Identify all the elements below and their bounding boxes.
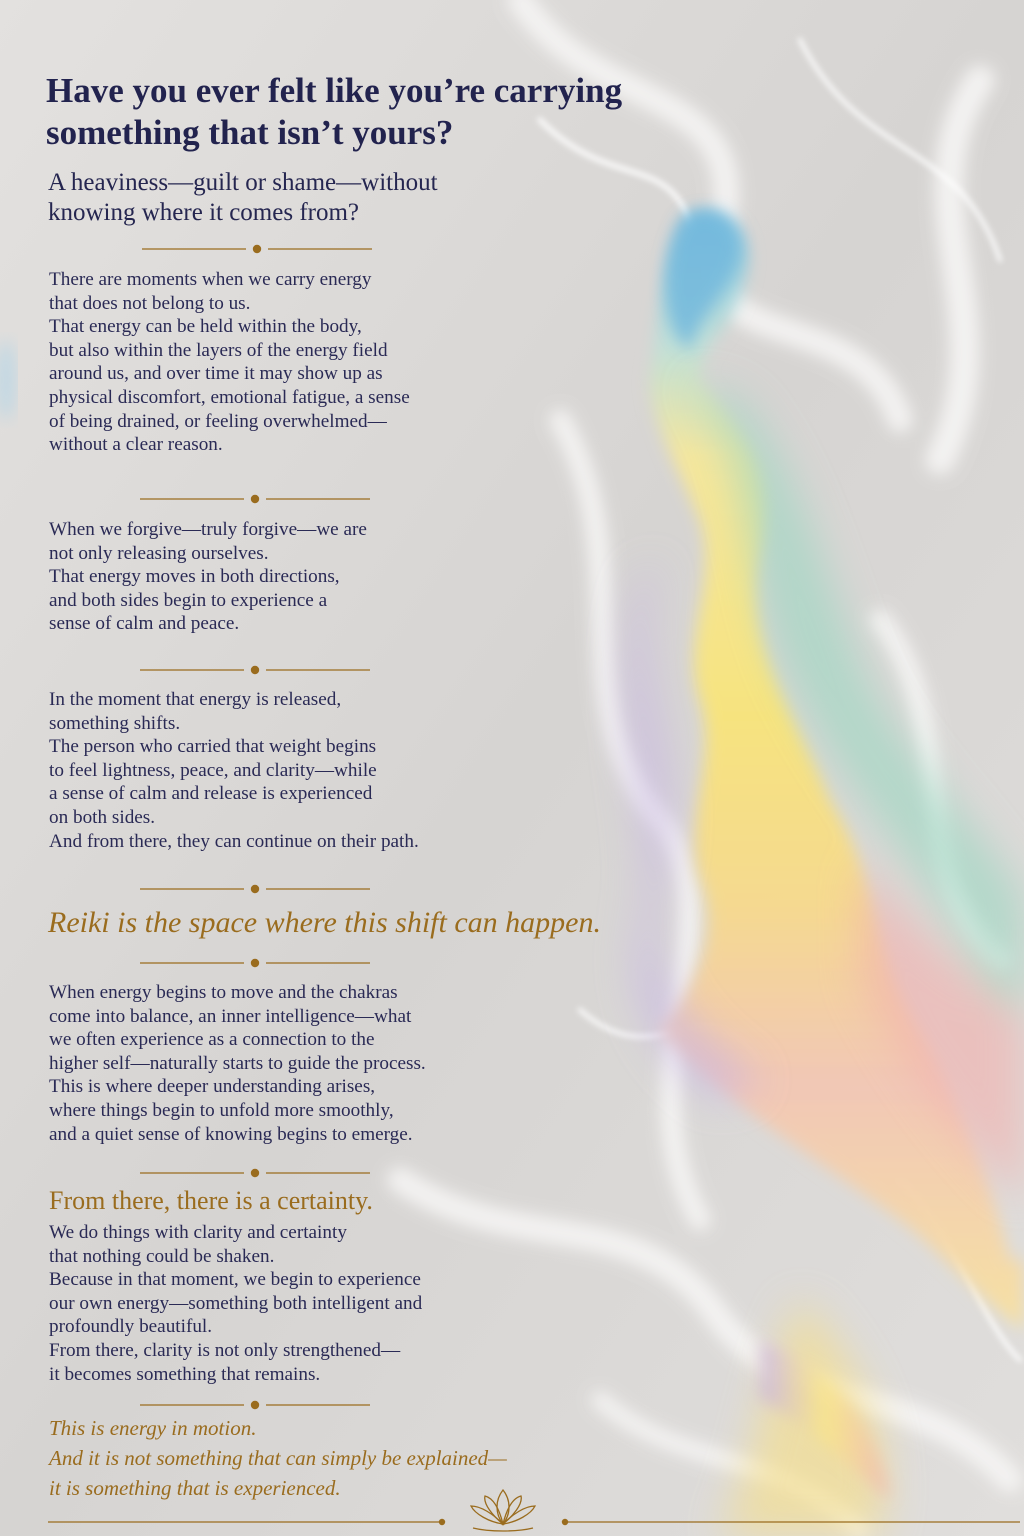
gold-dot-divider-icon [142,242,372,256]
paragraph-line: it becomes something that remains. [49,1363,321,1385]
paragraph-line: And from there, they can continue on their path. [49,830,419,852]
paragraph-line: That energy moves in both directions, [49,566,340,588]
subtitle [48,168,438,228]
paragraph-line: profoundly beautiful. [49,1316,213,1338]
paragraph-line: physical discomfort, emotional fatigue, a sense [49,386,410,408]
paragraph-line: of being drained, or feeling overwhelmed— [49,410,387,432]
paragraph-line: and a quiet sense of knowing begins to emerge. [49,1123,413,1145]
gold-dot-divider-icon [140,492,370,506]
energy-paragraph [49,268,410,457]
paragraph-line: to feel lightness, peace, and clarity—while [49,759,377,781]
paragraph-line: on both sides. [49,806,156,828]
paragraph-line: Because in that moment, we begin to experience [49,1269,421,1291]
paragraph-line: but also within the layers of the energy field [49,339,388,361]
closing-line: And it is not something that can simply be explained— [49,1446,507,1470]
title-line-1: Have you ever felt like you’re carrying [46,71,623,110]
gold-dot-divider-icon [140,1398,370,1412]
paragraph-line: where things begin to unfold more smoothly, [49,1099,394,1121]
paragraph-line: not only releasing ourselves. [49,542,269,564]
reiki-statement: Reiki is the space where this shift can happen. [48,906,601,939]
release-paragraph [49,688,419,853]
paragraph-line: something shifts. [49,712,181,734]
closing-line: it is something that is experienced. [49,1476,341,1500]
forgive-paragraph [49,518,367,636]
lotus-icon [471,1490,535,1531]
paragraph-line: The person who carried that weight begins [49,736,377,758]
gold-dot-divider-icon [140,882,370,896]
gold-dot-divider-icon [140,956,370,970]
paragraph-line: When energy begins to move and the chakras [49,982,398,1003]
subtitle-line-2: knowing where it comes from? [48,199,360,226]
gold-dot-divider-icon [140,663,370,677]
subtitle-line-1: A heaviness—guilt or shame—without [48,169,438,196]
paragraph-line: and both sides begin to experience a [49,589,328,611]
paragraph-line: without a clear reason. [49,434,223,456]
paragraph-line: our own energy—something both intelligent and [49,1292,423,1314]
closing-line: This is energy in motion. [49,1416,257,1440]
title-line-2: something that isn’t yours? [46,113,454,152]
paragraph-line: that nothing could be shaken. [49,1245,275,1267]
paragraph-line: that does not belong to us. [49,292,251,314]
lotus-divider [40,1480,1020,1536]
paragraph-line: come into balance, an inner intelligence—what [49,1005,412,1027]
paragraph-line: higher self—naturally starts to guide the process. [49,1052,426,1074]
certainty-paragraph [49,1221,422,1386]
paragraph-line: In the moment that energy is released, [49,689,342,710]
paragraph-line: we often experience as a connection to the [49,1029,375,1051]
certainty-heading: From there, there is a certainty. [49,1186,373,1215]
gold-dot-divider-icon [140,1166,370,1180]
paragraph-line: That energy can be held within the body, [49,316,362,338]
paragraph-line: There are moments when we carry energy [49,269,372,290]
paragraph-line: This is where deeper understanding arises, [49,1076,376,1098]
paragraph-line: When we forgive—truly forgive—we are [49,519,367,540]
paragraph-line: a sense of calm and release is experienced [49,783,373,805]
paragraph-line: sense of calm and peace. [49,613,240,635]
paragraph-line: We do things with clarity and certainty [49,1222,347,1243]
chakras-paragraph [49,981,426,1146]
paragraph-line: From there, clarity is not only strengthened— [49,1339,401,1361]
page-title [46,70,622,154]
paragraph-line: around us, and over time it may show up as [49,363,383,385]
